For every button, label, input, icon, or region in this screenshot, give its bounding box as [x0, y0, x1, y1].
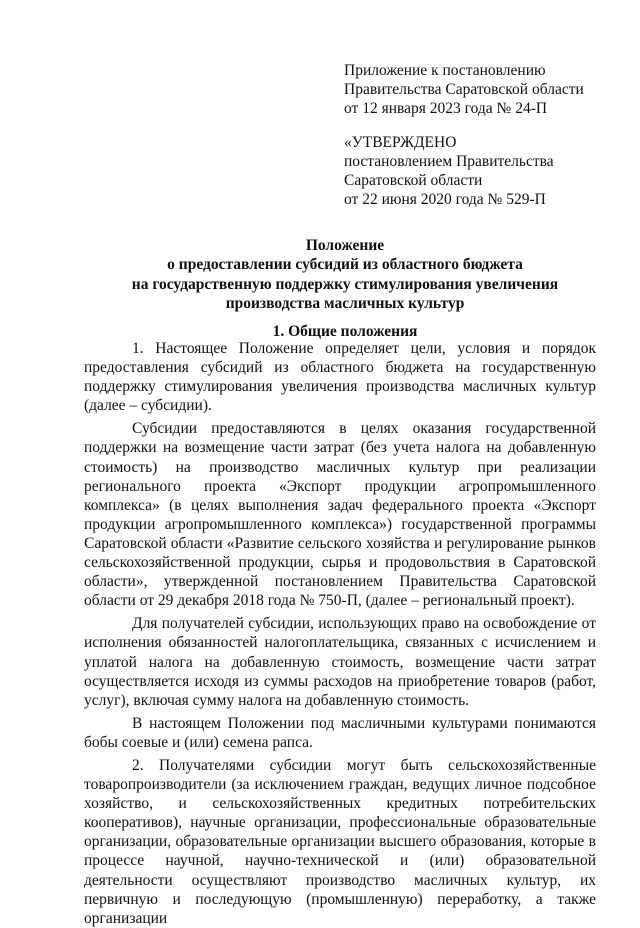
paragraph: Субсидии предоставляются в целях оказания государственной поддержки на возмещение части затрат (без учета налога на добавленную стоимость) на производство масличных культур при реализации регионального проекта «Экспорт продукции агропромышленного комплекса» (в целях выполнения задач федерального проекта «Экспорт продукции агропромышленного комплекса») государственной программы Саратовской области «Развитие сельского хозяйства и регулирование рынков сельскохозяйственной продукции, сырья и продовольствия в Саратовской области», утвержденной постановлением Правительства Саратовской области от 29 декабря 2018 года № 750-П, (далее – региональный проект). — [84, 420, 596, 610]
document-body — [84, 339, 596, 928]
paragraph: 1. Настоящее Положение определяет цели, условия и порядок предоставления субсидий из областного бюджета на государственную поддержку стимулирования увеличения производства масличных культур (далее – субсидии). — [84, 340, 596, 415]
approved-line: от 22 июня 2020 года № 529-П — [344, 191, 546, 208]
paragraph: 2. Получателями субсидии могут быть сельскохозяйственные товаропроизводители (за исключением граждан, ведущих личное подсобное хозяйство, и сельскохозяйственных кредитных потребительских кооперативов), научные организации, профессиональные образовательные организации, образовательные организации высшего образования, которые в процессе научной, научно-технической и (или) образовательной деятельности осуществляют производство масличных культур, их первичную и последующую (промышленную) переработку, а также организации — [84, 756, 596, 927]
title-line: на государственную поддержку стимулирования увеличения — [131, 275, 559, 293]
paragraph: Для получателей субсидии, использующих право на освобождение от исполнения обязанностей налогоплательщика, связанных с исчислением и уплатой налога на добавленную стоимость, возмещение части затрат осуществляется исходя из суммы расходов на приобретение товаров (работ, услуг), включая сумму налога на добавленную стоимость. — [84, 615, 596, 709]
section-heading: 1. Общие положения — [272, 323, 418, 340]
appendix-reference — [344, 61, 584, 118]
approved-line: Саратовской области — [344, 172, 483, 189]
approved-line: постановлением Правительства — [344, 153, 554, 170]
appendix-line: от 12 января 2023 года № 24-П — [344, 100, 548, 117]
approved-line: «УТВЕРЖДЕНО — [344, 134, 457, 151]
title-line: Положение — [305, 237, 385, 254]
paragraph: В настоящем Положении под масличными культурами понимаются бобы соевые и (или) семена рапса. — [84, 714, 596, 751]
approval-stamp-text — [344, 133, 554, 209]
document-title — [80, 236, 610, 313]
appendix-line: Правительства Саратовской области — [344, 81, 584, 98]
title-line: производства масличных культур — [225, 294, 465, 312]
appendix-line: Приложение к постановлению — [344, 62, 546, 79]
title-line: о предоставлении субсидий из областного бюджета — [167, 256, 523, 274]
